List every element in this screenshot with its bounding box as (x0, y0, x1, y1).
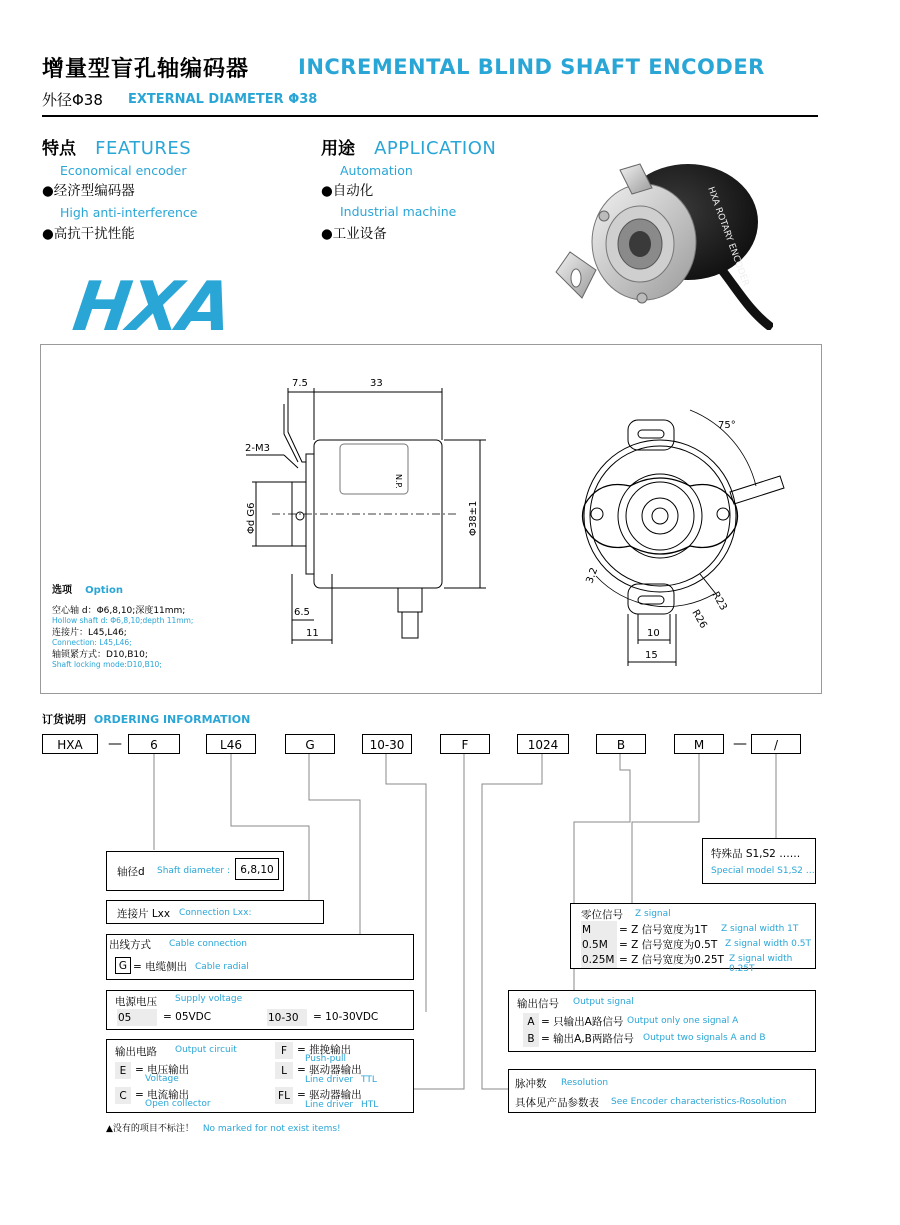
dim-3-2: 3.2 (584, 566, 601, 586)
outsignal-label-en: Output signal (573, 997, 634, 1007)
feature-item-cn: ●高抗干扰性能 (42, 226, 135, 242)
options-title-cn: 选项 (52, 585, 72, 596)
circuit-desc-en: Voltage (145, 1074, 179, 1084)
dim-15: 15 (645, 650, 658, 661)
ordering-note (106, 1121, 341, 1134)
product-label: HXA ROTARY ENCODER (705, 185, 751, 288)
option-line-cn: 空心轴 d：Φ6,8,10;深度11mm; (52, 606, 186, 616)
zsignal-code: 0.5M (581, 936, 617, 953)
circuit-desc-cn: = 电压输出 (135, 1064, 190, 1076)
circuit-option-box (106, 1039, 414, 1113)
code-zsignal: M (674, 734, 724, 754)
shaft-option-box (106, 851, 284, 891)
option-line-en: Hollow shaft d: Φ6,8,10;depth 11mm; (52, 616, 194, 625)
supply-option-box (106, 990, 414, 1030)
outsignal-label-cn: 输出信号 (517, 998, 559, 1010)
code-special: / (751, 734, 801, 754)
special-label-cn: 特殊品 S1,S2 …… (711, 848, 801, 860)
ordering-title-cn: 订货说明 (42, 713, 86, 726)
supply-code: 05 (117, 1009, 157, 1026)
resolution-detail-cn: 具体见产品参数表 (515, 1097, 599, 1109)
zsignal-desc-en: Z signal width 0.5T (725, 939, 811, 949)
outsignal-desc-cn: = 只输出A路信号 (541, 1016, 624, 1028)
circuit-desc-cn: = 驱动器输出 (297, 1064, 362, 1076)
connector-line (632, 754, 699, 904)
code-connection: L46 (206, 734, 256, 754)
resolution-label-cn: 脉冲数 (515, 1078, 547, 1090)
note-cn: ▲没有的项目不标注！ (106, 1124, 194, 1134)
outlet-desc-cn: = 电缆侧出 (133, 961, 188, 973)
connection-label-cn: 连接片 Lxx (117, 908, 171, 920)
circuit-label-cn: 输出电路 (115, 1046, 157, 1058)
application-item-cn: ●自动化 (321, 183, 374, 199)
code-output-signal: B (596, 734, 646, 754)
shaft-value: 6,8,10 (235, 858, 279, 880)
outlet-code: G (115, 957, 131, 974)
circuit-desc-en: Line driver (305, 1100, 354, 1110)
circuit-code: L (275, 1062, 293, 1079)
circuit-desc-en: Line driver (305, 1075, 354, 1085)
dim-2-m3: 2-M3 (245, 443, 270, 454)
dim-r26: R26 (689, 608, 709, 631)
circuit-desc-cn: = 电流输出 (135, 1089, 190, 1101)
option-line-cn: 轴锁紧方式：D10,B10; (52, 650, 148, 660)
zsignal-desc-cn: = Z 信号宽度为1T (619, 924, 708, 936)
dim-7-5: 7.5 (292, 378, 308, 389)
zsignal-desc-en: Z signal width 0.25T (729, 954, 793, 974)
code-outlet: G (285, 734, 335, 754)
circuit-code: FL (275, 1087, 293, 1104)
application-item-en: Industrial machine (340, 204, 457, 219)
dim-shaft: Φd G6 (246, 502, 257, 534)
supply-label-en: Supply voltage (175, 994, 243, 1004)
option-line-en: Connection: L45,L46; (52, 638, 132, 647)
connection-label-en: Connection Lxx: (179, 908, 252, 918)
resolution-label-en: Resolution (561, 1078, 609, 1088)
special-label-en: Special model S1,S2 … (711, 866, 815, 876)
outsignal-code: A (523, 1013, 539, 1030)
connector-line (414, 754, 464, 1089)
code-dash: — (733, 736, 747, 752)
option-line-en: Shaft locking mode:D10,B10; (52, 660, 162, 669)
resolution-option-box (508, 1069, 816, 1113)
application-item-cn: ●工业设备 (321, 226, 387, 242)
circuit-desc-extra: TTL (361, 1075, 377, 1085)
code-resolution: 1024 (517, 734, 569, 754)
hxa-logo: HXA (68, 268, 236, 347)
subtitle-en: EXTERNAL DIAMETER Φ38 (128, 92, 318, 107)
features-heading-en: FEATURES (95, 138, 192, 159)
outsignal-desc-en: Output only one signal A (627, 1016, 739, 1026)
outsignal-desc-en: Output two signals A and B (643, 1033, 766, 1043)
circuit-code: C (115, 1087, 131, 1104)
code-circuit: F (440, 734, 490, 754)
outlet-label-en: Cable connection (169, 939, 247, 949)
circuit-code: E (115, 1062, 131, 1079)
outsignal-desc-cn: = 输出A,B两路信号 (541, 1033, 634, 1045)
zsignal-label-en: Z signal (635, 909, 671, 919)
dim-33: 33 (370, 378, 383, 389)
zsignal-label-cn: 零位信号 (581, 909, 623, 921)
dim-diameter: Φ38±1 (468, 500, 479, 536)
outsignal-option-box (508, 990, 816, 1052)
page-title-cn: 增量型盲孔轴编码器 (42, 57, 250, 82)
resolution-detail-en: See Encoder characteristics-Rosolution (611, 1097, 787, 1107)
supply-desc: = 05VDC (163, 1011, 212, 1023)
dim-10: 10 (647, 628, 660, 639)
supply-label-cn: 电源电压 (115, 996, 157, 1008)
outsignal-code: B (523, 1030, 539, 1047)
supply-desc: = 10-30VDC (313, 1011, 379, 1023)
feature-item-cn: ●经济型编码器 (42, 183, 135, 199)
circuit-desc-cn: = 驱动器输出 (297, 1089, 362, 1101)
supply-code: 10-30 (267, 1009, 307, 1026)
circuit-code: F (275, 1042, 293, 1059)
shaft-label-cn: 轴径d (117, 866, 145, 878)
shaft-label-en: Shaft diameter : (157, 866, 231, 876)
zsignal-code: 0.25M (581, 951, 617, 968)
circuit-desc-extra: HTL (361, 1100, 379, 1110)
features-heading-cn: 特点 (42, 139, 76, 159)
circuit-desc-cn: = 推挽输出 (297, 1044, 352, 1056)
special-option-box (702, 838, 816, 884)
circuit-desc-en: Push-pull (305, 1054, 347, 1064)
np-label: N.P. (394, 474, 403, 489)
connection-option-box (106, 900, 324, 924)
circuit-label-en: Output circuit (175, 1045, 237, 1055)
ordering-title-en: ORDERING INFORMATION (93, 713, 251, 726)
zsignal-code: M (581, 921, 617, 938)
circuit-desc-en: Open collector (145, 1099, 211, 1109)
option-line-cn: 连接片：L45,L46; (52, 628, 127, 638)
dim-11: 11 (306, 628, 319, 639)
application-heading-en: APPLICATION (374, 138, 497, 159)
options-title-en: Option (85, 585, 123, 596)
dim-r23: R23 (709, 590, 729, 613)
feature-item-en: Economical encoder (60, 163, 187, 178)
code-shaft: 6 (128, 734, 180, 754)
dim-6-5: 6.5 (294, 607, 310, 618)
application-item-en: Automation (340, 163, 413, 178)
zsignal-desc-cn: = Z 信号宽度为0.25T (619, 954, 724, 966)
application-heading-cn: 用途 (321, 139, 355, 159)
subtitle-cn: 外径Φ38 (42, 91, 103, 109)
dim-angle: 75° (718, 420, 736, 431)
page-title-en: INCREMENTAL BLIND SHAFT ENCODER (298, 55, 765, 79)
code-supply: 10-30 (362, 734, 412, 754)
outlet-desc-en: Cable radial (195, 962, 249, 972)
note-en: No marked for not exist items! (202, 1124, 341, 1134)
outlet-label-cn: 出线方式 (109, 939, 151, 951)
code-model: HXA (42, 734, 98, 754)
outlet-option-box (106, 934, 414, 980)
zsignal-option-box (570, 903, 816, 974)
feature-item-en: High anti-interference (60, 205, 198, 220)
code-dash: — (108, 736, 122, 752)
zsignal-desc-en: Z signal width 1T (721, 924, 799, 934)
zsignal-desc-cn: = Z 信号宽度为0.5T (619, 939, 718, 951)
